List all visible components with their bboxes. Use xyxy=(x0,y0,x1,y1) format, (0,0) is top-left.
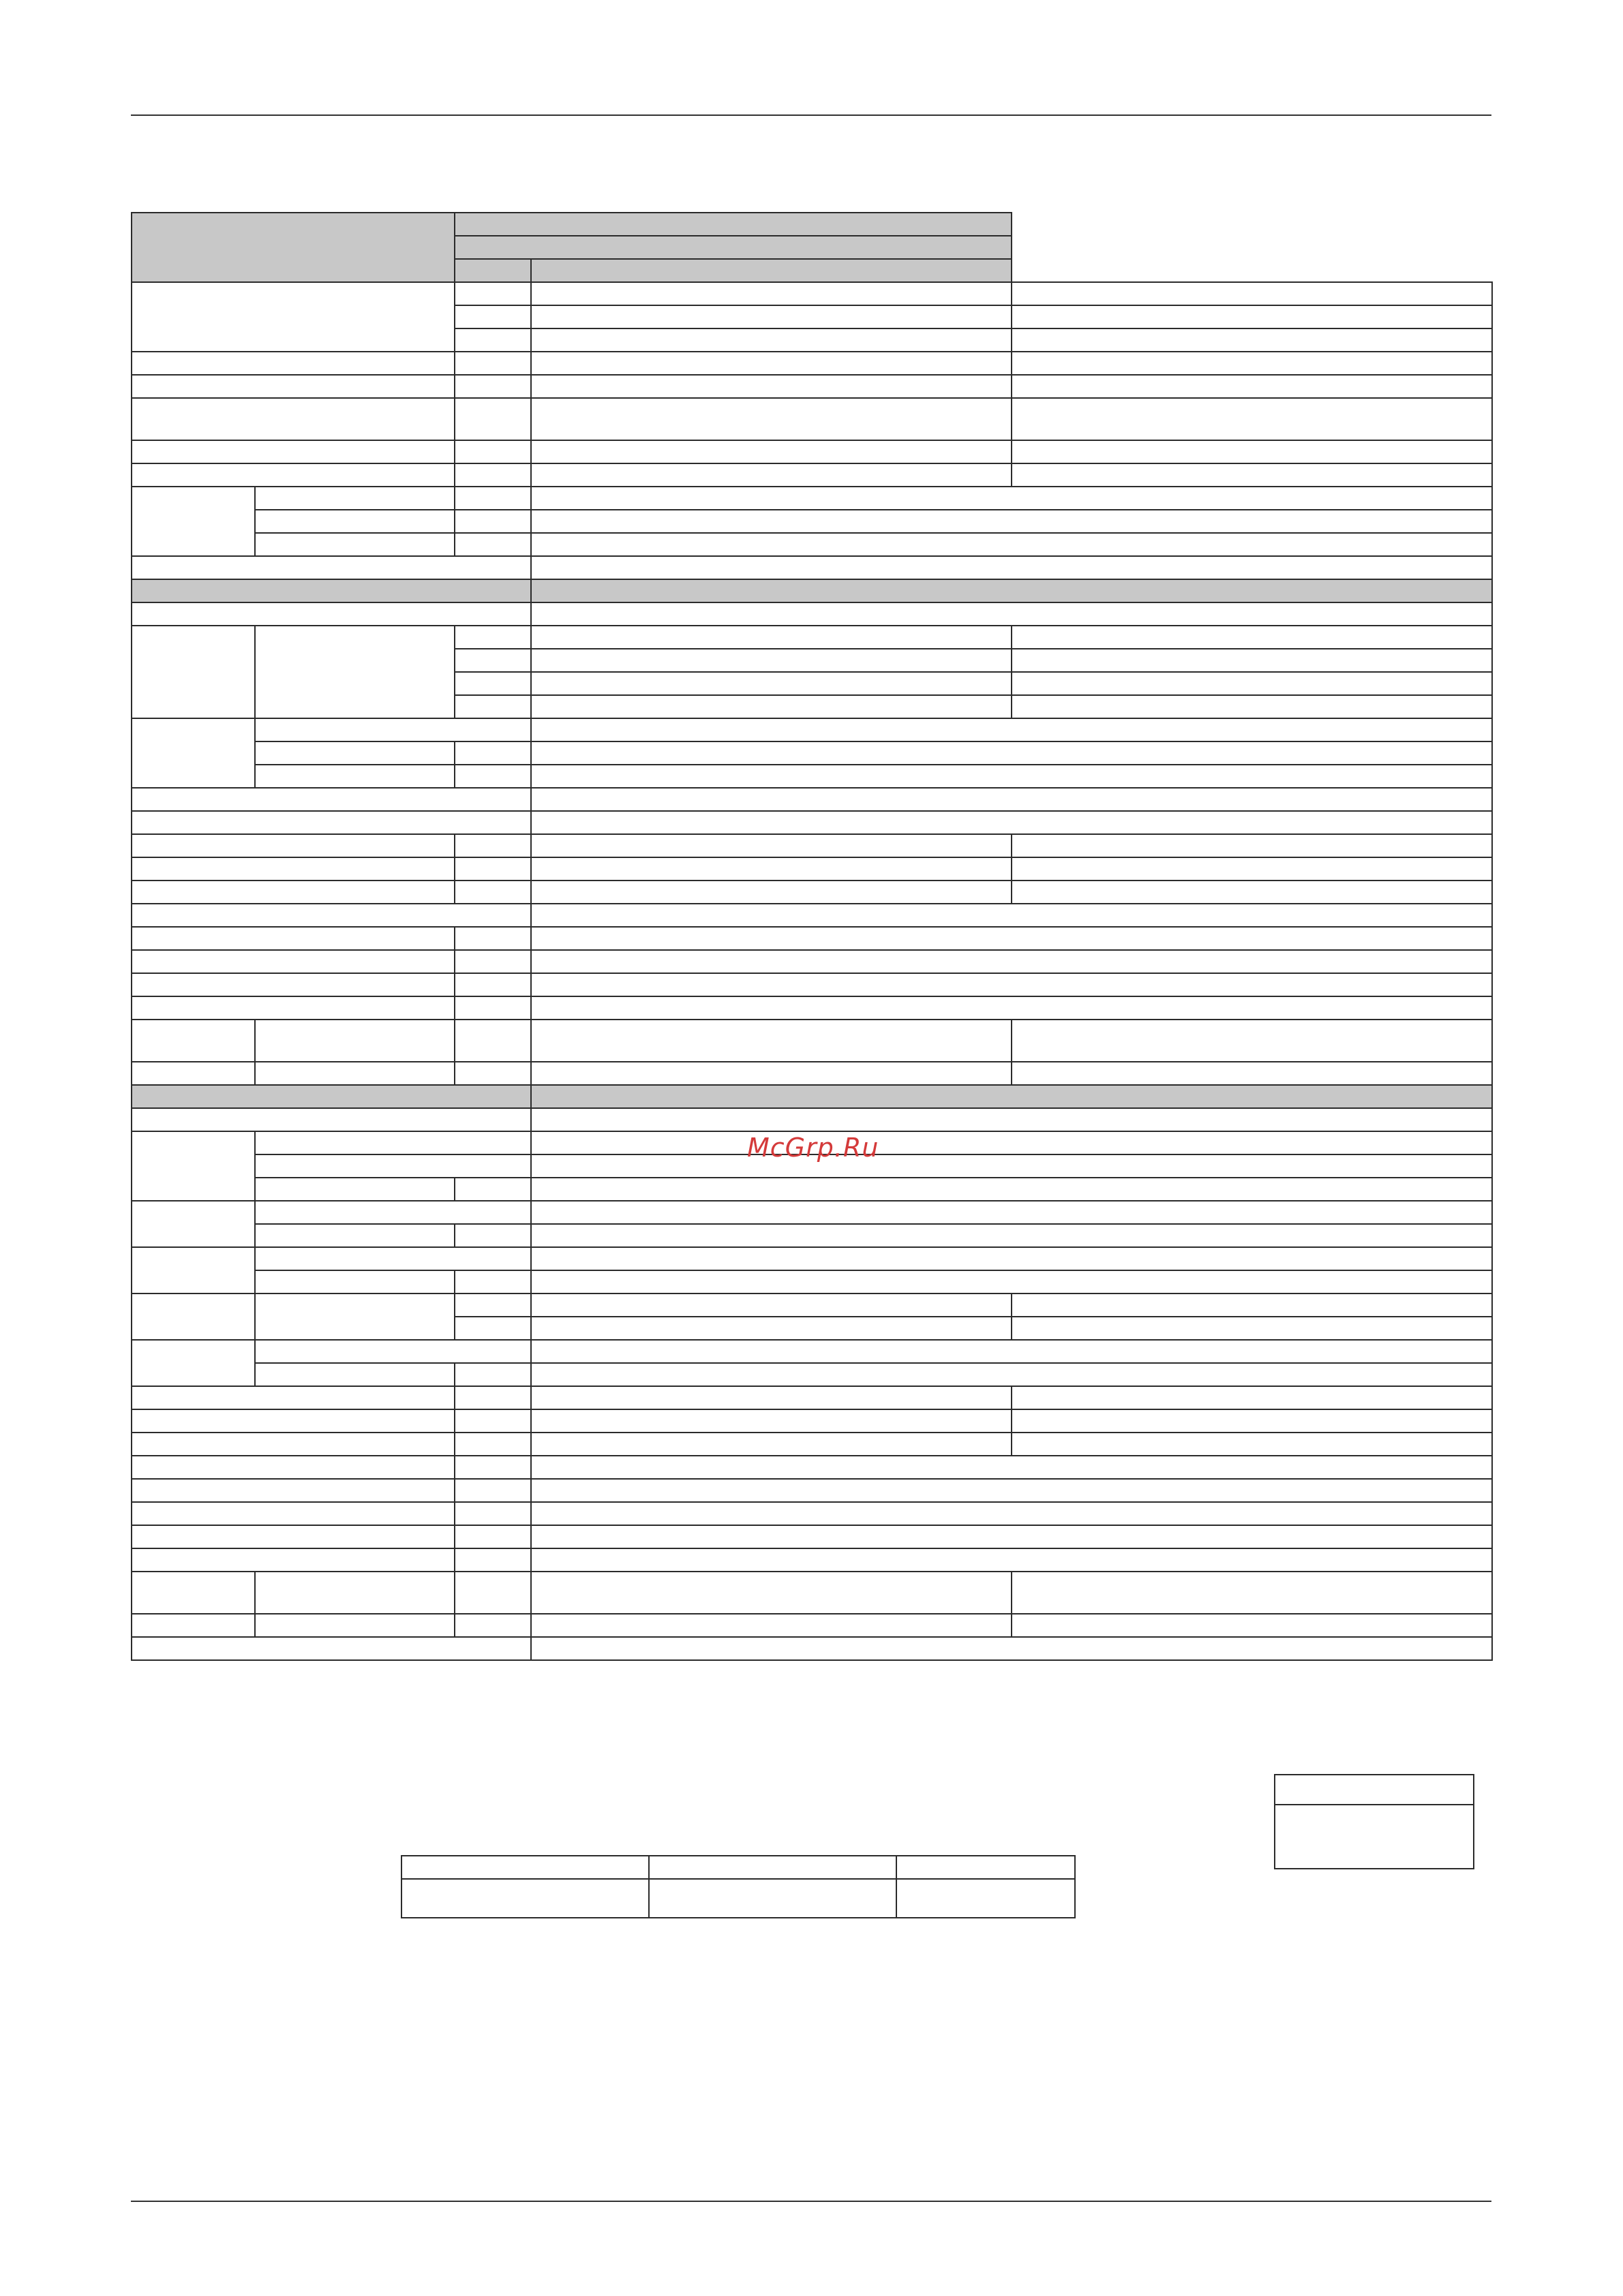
table-cell xyxy=(132,904,531,927)
table-row xyxy=(401,1856,1075,1879)
table-cell xyxy=(455,996,531,1020)
table-cell xyxy=(531,1614,1012,1637)
table-cell xyxy=(255,1154,531,1178)
table-cell xyxy=(455,1020,531,1062)
table-cell xyxy=(455,1502,531,1525)
table-cell xyxy=(132,1062,255,1085)
table-cell xyxy=(531,1363,1492,1386)
table-row xyxy=(132,741,1492,765)
table-cell xyxy=(132,1572,255,1614)
table-cell xyxy=(255,741,455,765)
table-cell xyxy=(531,811,1492,834)
table-cell xyxy=(255,765,455,788)
table-cell xyxy=(255,1363,455,1386)
table-cell xyxy=(132,1108,531,1131)
table-cell xyxy=(531,1548,1492,1572)
table-cell xyxy=(531,602,1492,626)
table-cell xyxy=(132,1614,255,1637)
table-cell xyxy=(531,352,1012,375)
table-cell xyxy=(455,463,531,487)
table-cell xyxy=(1012,1572,1492,1614)
table-cell xyxy=(132,602,531,626)
table-cell xyxy=(531,398,1012,440)
table-cell xyxy=(455,881,531,904)
table-cell xyxy=(455,487,531,510)
table-row xyxy=(132,1062,1492,1085)
table-cell xyxy=(455,649,531,672)
table-cell xyxy=(132,440,455,463)
table-cell xyxy=(455,1224,531,1247)
table-cell xyxy=(531,996,1492,1020)
table-cell xyxy=(531,881,1012,904)
table-cell xyxy=(1012,463,1492,487)
table-cell xyxy=(455,213,1012,236)
table-cell xyxy=(132,213,455,282)
table-cell xyxy=(132,857,455,881)
table-cell xyxy=(531,973,1492,996)
table-cell xyxy=(1012,1317,1492,1340)
table-cell xyxy=(132,1085,531,1108)
table-cell xyxy=(455,510,531,533)
table-cell xyxy=(455,1572,531,1614)
table-cell xyxy=(255,1224,455,1247)
table-cell xyxy=(455,950,531,973)
table-cell xyxy=(1012,857,1492,881)
table-cell xyxy=(1012,1409,1492,1433)
table-row xyxy=(132,950,1492,973)
table-cell xyxy=(531,765,1492,788)
table-cell xyxy=(531,1340,1492,1363)
table-cell xyxy=(531,328,1012,352)
model-table xyxy=(401,1855,1076,1918)
table-cell xyxy=(455,973,531,996)
table-cell xyxy=(1012,1386,1492,1409)
table-cell xyxy=(896,1856,1075,1879)
table-cell xyxy=(255,1247,531,1270)
table-cell xyxy=(1012,834,1492,857)
table-cell xyxy=(132,463,455,487)
table-cell xyxy=(132,1502,455,1525)
table-cell xyxy=(1012,375,1492,398)
table-row xyxy=(132,1525,1492,1548)
table-row xyxy=(132,1386,1492,1409)
table-cell xyxy=(649,1879,896,1918)
table-row xyxy=(132,1363,1492,1386)
table-row xyxy=(132,857,1492,881)
table-row xyxy=(132,904,1492,927)
table-cell xyxy=(531,904,1492,927)
label-box xyxy=(1274,1774,1474,1869)
table-cell xyxy=(531,1108,1492,1131)
table-cell xyxy=(132,1201,255,1247)
table-cell xyxy=(455,1433,531,1456)
table-cell xyxy=(1012,282,1492,305)
table-row xyxy=(132,375,1492,398)
table-cell xyxy=(455,1386,531,1409)
table-cell xyxy=(531,1201,1492,1224)
table-cell xyxy=(455,282,531,305)
table-cell xyxy=(455,1294,531,1317)
section-header-row xyxy=(132,579,1492,602)
table-cell xyxy=(531,1572,1012,1614)
table-cell xyxy=(531,1317,1012,1340)
table-cell xyxy=(401,1879,649,1918)
table-cell xyxy=(455,857,531,881)
table-cell xyxy=(531,259,1012,282)
table-cell xyxy=(1012,695,1492,718)
table-cell xyxy=(255,510,455,533)
table-cell xyxy=(531,1247,1492,1270)
table-cell xyxy=(455,1479,531,1502)
table-row xyxy=(132,1456,1492,1479)
table-cell xyxy=(455,765,531,788)
table-cell xyxy=(1012,305,1492,328)
table-cell xyxy=(132,1548,455,1572)
table-row xyxy=(132,626,1492,649)
table-cell xyxy=(1012,328,1492,352)
table-row xyxy=(132,1247,1492,1270)
watermark-text: McGrp.Ru xyxy=(747,1133,879,1163)
table-cell xyxy=(255,718,531,741)
table-row xyxy=(132,1479,1492,1502)
table-row xyxy=(132,973,1492,996)
table-cell xyxy=(531,672,1012,695)
table-row xyxy=(132,1270,1492,1294)
table-row xyxy=(132,1020,1492,1062)
table-cell xyxy=(132,1456,455,1479)
table-cell xyxy=(455,398,531,440)
table-cell xyxy=(531,1085,1492,1108)
table-cell xyxy=(531,626,1012,649)
table-cell xyxy=(531,649,1012,672)
table-cell xyxy=(531,487,1492,510)
table-cell xyxy=(132,579,531,602)
section-header-row xyxy=(132,1085,1492,1108)
table-cell xyxy=(531,834,1012,857)
table-cell xyxy=(531,1062,1012,1085)
table-row xyxy=(132,1637,1492,1660)
table-cell xyxy=(132,1479,455,1502)
table-cell xyxy=(531,1637,1492,1660)
table-cell xyxy=(531,1386,1012,1409)
table-cell xyxy=(531,1270,1492,1294)
table-cell xyxy=(531,788,1492,811)
table-row xyxy=(132,440,1492,463)
table-cell xyxy=(1012,1614,1492,1637)
table-cell xyxy=(531,579,1492,602)
table-cell xyxy=(132,556,531,579)
table-cell xyxy=(255,1020,455,1062)
table-cell xyxy=(531,1294,1012,1317)
table-row xyxy=(132,510,1492,533)
table-cell xyxy=(132,1294,255,1340)
table-row xyxy=(132,602,1492,626)
table-cell xyxy=(255,533,455,556)
table-cell xyxy=(455,533,531,556)
table-cell xyxy=(896,1879,1075,1918)
table-cell xyxy=(1012,352,1492,375)
table-cell xyxy=(255,1270,455,1294)
table-cell xyxy=(455,1548,531,1572)
table-row xyxy=(132,1340,1492,1363)
table-cell xyxy=(455,352,531,375)
table-cell xyxy=(531,718,1492,741)
table-cell xyxy=(455,236,1012,259)
table-cell xyxy=(531,1131,1492,1154)
table-cell xyxy=(455,259,531,282)
table-cell xyxy=(455,741,531,765)
table-cell xyxy=(132,282,455,352)
table-cell xyxy=(132,927,455,950)
table-cell xyxy=(455,1363,531,1386)
table-cell xyxy=(255,1572,455,1614)
table-cell xyxy=(1012,649,1492,672)
table-cell xyxy=(531,282,1012,305)
table-cell xyxy=(455,1270,531,1294)
table-row xyxy=(132,1178,1492,1201)
table-cell xyxy=(255,1294,455,1340)
table-cell xyxy=(132,1525,455,1548)
table-row xyxy=(132,213,1492,236)
table-cell xyxy=(531,695,1012,718)
table-cell xyxy=(132,375,455,398)
table-cell xyxy=(1012,881,1492,904)
table-cell xyxy=(455,1062,531,1085)
table-cell xyxy=(531,1433,1012,1456)
table-cell xyxy=(132,881,455,904)
table-cell xyxy=(455,1317,531,1340)
table-cell xyxy=(1012,626,1492,649)
table-row xyxy=(132,533,1492,556)
table-cell xyxy=(531,305,1012,328)
table-row xyxy=(132,352,1492,375)
table-cell xyxy=(132,973,455,996)
table-cell xyxy=(531,1456,1492,1479)
table-row xyxy=(132,1502,1492,1525)
table-cell xyxy=(132,1340,255,1386)
table-cell xyxy=(455,672,531,695)
table-cell xyxy=(132,788,531,811)
table-cell xyxy=(531,1178,1492,1201)
table-cell xyxy=(132,718,255,788)
table-row xyxy=(132,463,1492,487)
table-cell xyxy=(455,1409,531,1433)
table-cell xyxy=(531,556,1492,579)
table-row xyxy=(132,556,1492,579)
table-cell xyxy=(401,1856,649,1879)
table-cell xyxy=(455,1178,531,1201)
table-cell xyxy=(531,463,1012,487)
table-cell xyxy=(132,1433,455,1456)
table-cell xyxy=(132,1131,255,1201)
table-cell xyxy=(132,1409,455,1433)
table-cell xyxy=(531,1409,1012,1433)
table-row xyxy=(132,1294,1492,1317)
table-cell xyxy=(132,1247,255,1294)
footer-rule xyxy=(131,2201,1491,2202)
table-cell xyxy=(1012,1020,1492,1062)
table-cell xyxy=(1012,1062,1492,1085)
table-cell xyxy=(132,398,455,440)
table-cell xyxy=(255,1340,531,1363)
table-cell xyxy=(531,1020,1012,1062)
table-cell xyxy=(531,741,1492,765)
table-cell xyxy=(531,1154,1492,1178)
table-cell xyxy=(531,440,1012,463)
table-row xyxy=(132,1433,1492,1456)
specification-table xyxy=(131,212,1493,1661)
table-cell xyxy=(255,1614,455,1637)
table-cell xyxy=(255,1062,455,1085)
table-cell xyxy=(1012,398,1492,440)
table-row xyxy=(132,765,1492,788)
table-cell xyxy=(455,440,531,463)
table-row xyxy=(132,282,1492,305)
table-cell xyxy=(132,1386,455,1409)
table-row xyxy=(132,398,1492,440)
table-cell xyxy=(132,996,455,1020)
table-cell xyxy=(1012,1294,1492,1317)
table-cell xyxy=(531,1525,1492,1548)
table-cell xyxy=(531,1502,1492,1525)
table-cell xyxy=(531,533,1492,556)
table-cell xyxy=(455,305,531,328)
label-box-divider xyxy=(1275,1804,1473,1805)
table-cell xyxy=(455,626,531,649)
table-cell xyxy=(132,950,455,973)
table-row xyxy=(132,1548,1492,1572)
table-cell xyxy=(531,1224,1492,1247)
table-cell xyxy=(531,857,1012,881)
table-cell xyxy=(531,950,1492,973)
table-row xyxy=(132,811,1492,834)
table-row xyxy=(132,1614,1492,1637)
table-cell xyxy=(132,811,531,834)
table-row xyxy=(132,996,1492,1020)
table-cell xyxy=(531,510,1492,533)
table-cell xyxy=(1012,1433,1492,1456)
table-cell xyxy=(531,1479,1492,1502)
table-row xyxy=(132,1201,1492,1224)
header-rule xyxy=(131,114,1491,116)
table-cell xyxy=(132,626,255,718)
table-row xyxy=(132,927,1492,950)
table-cell xyxy=(132,487,255,556)
table-row xyxy=(132,788,1492,811)
table-cell xyxy=(455,927,531,950)
table-cell xyxy=(132,1020,255,1062)
table-cell xyxy=(455,1525,531,1548)
table-cell xyxy=(255,487,455,510)
table-cell xyxy=(255,626,455,718)
table-cell xyxy=(531,375,1012,398)
table-cell xyxy=(255,1178,455,1201)
table-cell xyxy=(455,1614,531,1637)
table-row xyxy=(132,1108,1492,1131)
table-row xyxy=(132,881,1492,904)
table-cell xyxy=(132,352,455,375)
table-cell xyxy=(455,328,531,352)
table-cell xyxy=(255,1201,531,1224)
table-cell xyxy=(455,834,531,857)
table-cell xyxy=(132,1637,531,1660)
table-cell xyxy=(132,834,455,857)
table-row xyxy=(132,1224,1492,1247)
table-cell xyxy=(455,1456,531,1479)
table-cell xyxy=(455,695,531,718)
table-cell xyxy=(649,1856,896,1879)
table-cell xyxy=(455,375,531,398)
table-row xyxy=(132,1572,1492,1614)
table-cell xyxy=(1012,672,1492,695)
table-cell xyxy=(255,1131,531,1154)
table-cell xyxy=(1012,440,1492,463)
table-cell xyxy=(531,927,1492,950)
table-row xyxy=(132,1409,1492,1433)
table-row xyxy=(132,487,1492,510)
table-row xyxy=(401,1879,1075,1918)
table-row xyxy=(132,834,1492,857)
table-row xyxy=(132,718,1492,741)
